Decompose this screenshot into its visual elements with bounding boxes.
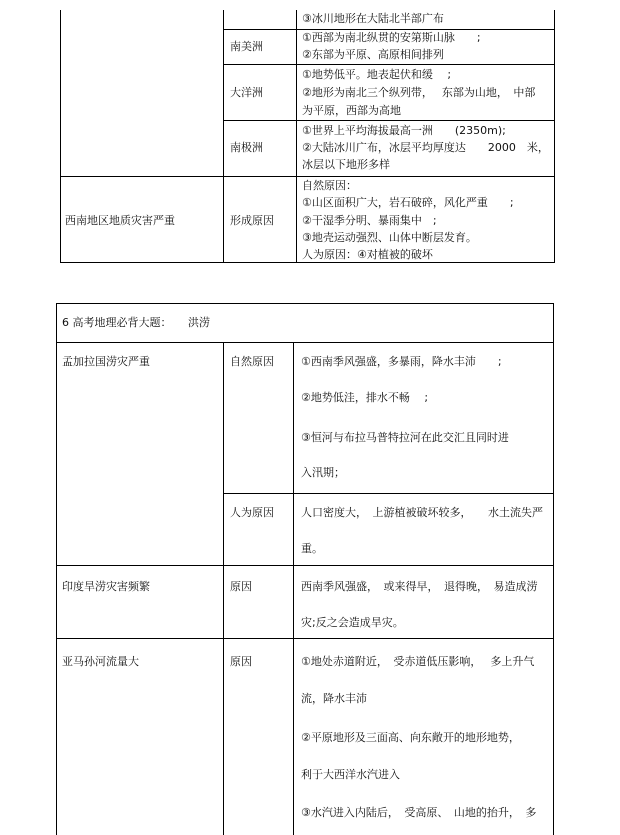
table-cell-line: ②大陆冰川广布，冰层平均厚度达 2000 米， <box>302 141 549 154</box>
table-cell-aspect: 人为原因 <box>230 506 274 519</box>
table-cell-aspect: 南美洲 <box>230 40 263 53</box>
table-1-divider <box>296 10 297 263</box>
table-1-divider <box>223 29 555 30</box>
table-cell-aspect: 自然原因 <box>230 355 274 368</box>
table-2-divider <box>56 342 554 343</box>
table-cell-line: ③水汽进入内陆后， 受高原、 山地的抬升， 多 <box>301 806 537 819</box>
table-1-border <box>554 10 555 263</box>
table-cell-aspect: 大洋洲 <box>230 86 263 99</box>
table-cell-aspect: 南极洲 <box>230 141 263 154</box>
table-title: 6 高考地理必背大题： 洪涝 <box>62 316 210 329</box>
table-cell-line: 自然原因： <box>302 179 357 192</box>
table-cell-line: 人为原因：④对植被的破坏 <box>302 248 433 261</box>
table-1-divider <box>223 10 224 263</box>
table-cell-line: 重。 <box>301 542 323 555</box>
table-2-border <box>553 303 554 835</box>
table-cell-line: ①西部为南北纵贯的安第斯山脉 ; <box>302 31 481 44</box>
table-cell-line: ②干湿季分明、暴雨集中 ; <box>302 214 437 227</box>
table-cell-line: ①山区面积广大，岩石破碎，风化严重 ; <box>302 196 514 209</box>
table-cell-line: 灾;反之会造成旱灾。 <box>301 616 404 629</box>
table-cell-region: 西南地区地质灾害严重 <box>65 214 175 227</box>
table-2-divider <box>223 493 554 494</box>
table-cell-line: 利于大西洋水汽进入 <box>301 768 400 781</box>
table-cell-line: ③地壳运动强烈、山体中断层发育。 <box>302 231 477 244</box>
table-cell-line: 为平原，西部为高地 <box>302 104 401 117</box>
table-cell-aspect: 形成原因 <box>230 214 274 227</box>
table-2-divider <box>56 638 554 639</box>
table-cell-aspect: 原因 <box>230 655 252 668</box>
table-cell-line: 入汛期； <box>301 466 345 479</box>
table-cell-line: 西南季风强盛， 或来得早， 退得晚， 易造成涝 <box>301 580 538 593</box>
table-cell-line: ③恒河与布拉马普特拉河在此交汇且同时进 <box>301 431 509 444</box>
table-cell-line: ①世界上平均海拔最高一洲 (2350m); <box>302 124 506 137</box>
table-cell-line: ①地势低平。地表起伏和缓 ; <box>302 68 452 81</box>
table-cell-region: 孟加拉国涝灾严重 <box>62 355 150 368</box>
table-1-border <box>60 262 555 263</box>
table-cell-line: ②东部为平原、高原相间排列 <box>302 48 444 61</box>
table-1-divider <box>223 120 555 121</box>
table-1-border <box>60 10 61 263</box>
table-1-divider <box>223 64 555 65</box>
table-cell-region: 亚马孙河流量大 <box>62 655 139 668</box>
table-cell-line: 冰层以下地形多样 <box>302 158 390 171</box>
table-cell-region: 印度旱涝灾害频繁 <box>62 580 150 593</box>
table-2-border <box>56 303 554 304</box>
table-1-divider <box>60 176 555 177</box>
table-cell-line: ②地势低洼，排水不畅 ; <box>301 391 429 404</box>
table-cell-aspect: 原因 <box>230 580 252 593</box>
table-cell-line: ①西南季风强盛，多暴雨，降水丰沛 ; <box>301 355 502 368</box>
table-2-divider <box>223 342 224 835</box>
table-2-divider <box>293 342 294 835</box>
table-cell-line: ①地处赤道附近， 受赤道低压影响， 多上升气 <box>301 655 535 668</box>
table-cell-line: ②地形为南北三个纵列带， 东部为山地， 中部 <box>302 86 536 99</box>
table-2-border <box>56 303 57 835</box>
table-cell-line: 流，降水丰沛 <box>301 692 367 705</box>
table-cell-line: ②平原地形及三面高、向东敞开的地形地势， <box>301 731 520 744</box>
table-cell-line: 人口密度大， 上游植被破坏较多， 水土流失严 <box>301 506 543 519</box>
table-2-divider <box>56 565 554 566</box>
table-cell-line: ③冰川地形在大陆北半部广布 <box>302 12 444 25</box>
